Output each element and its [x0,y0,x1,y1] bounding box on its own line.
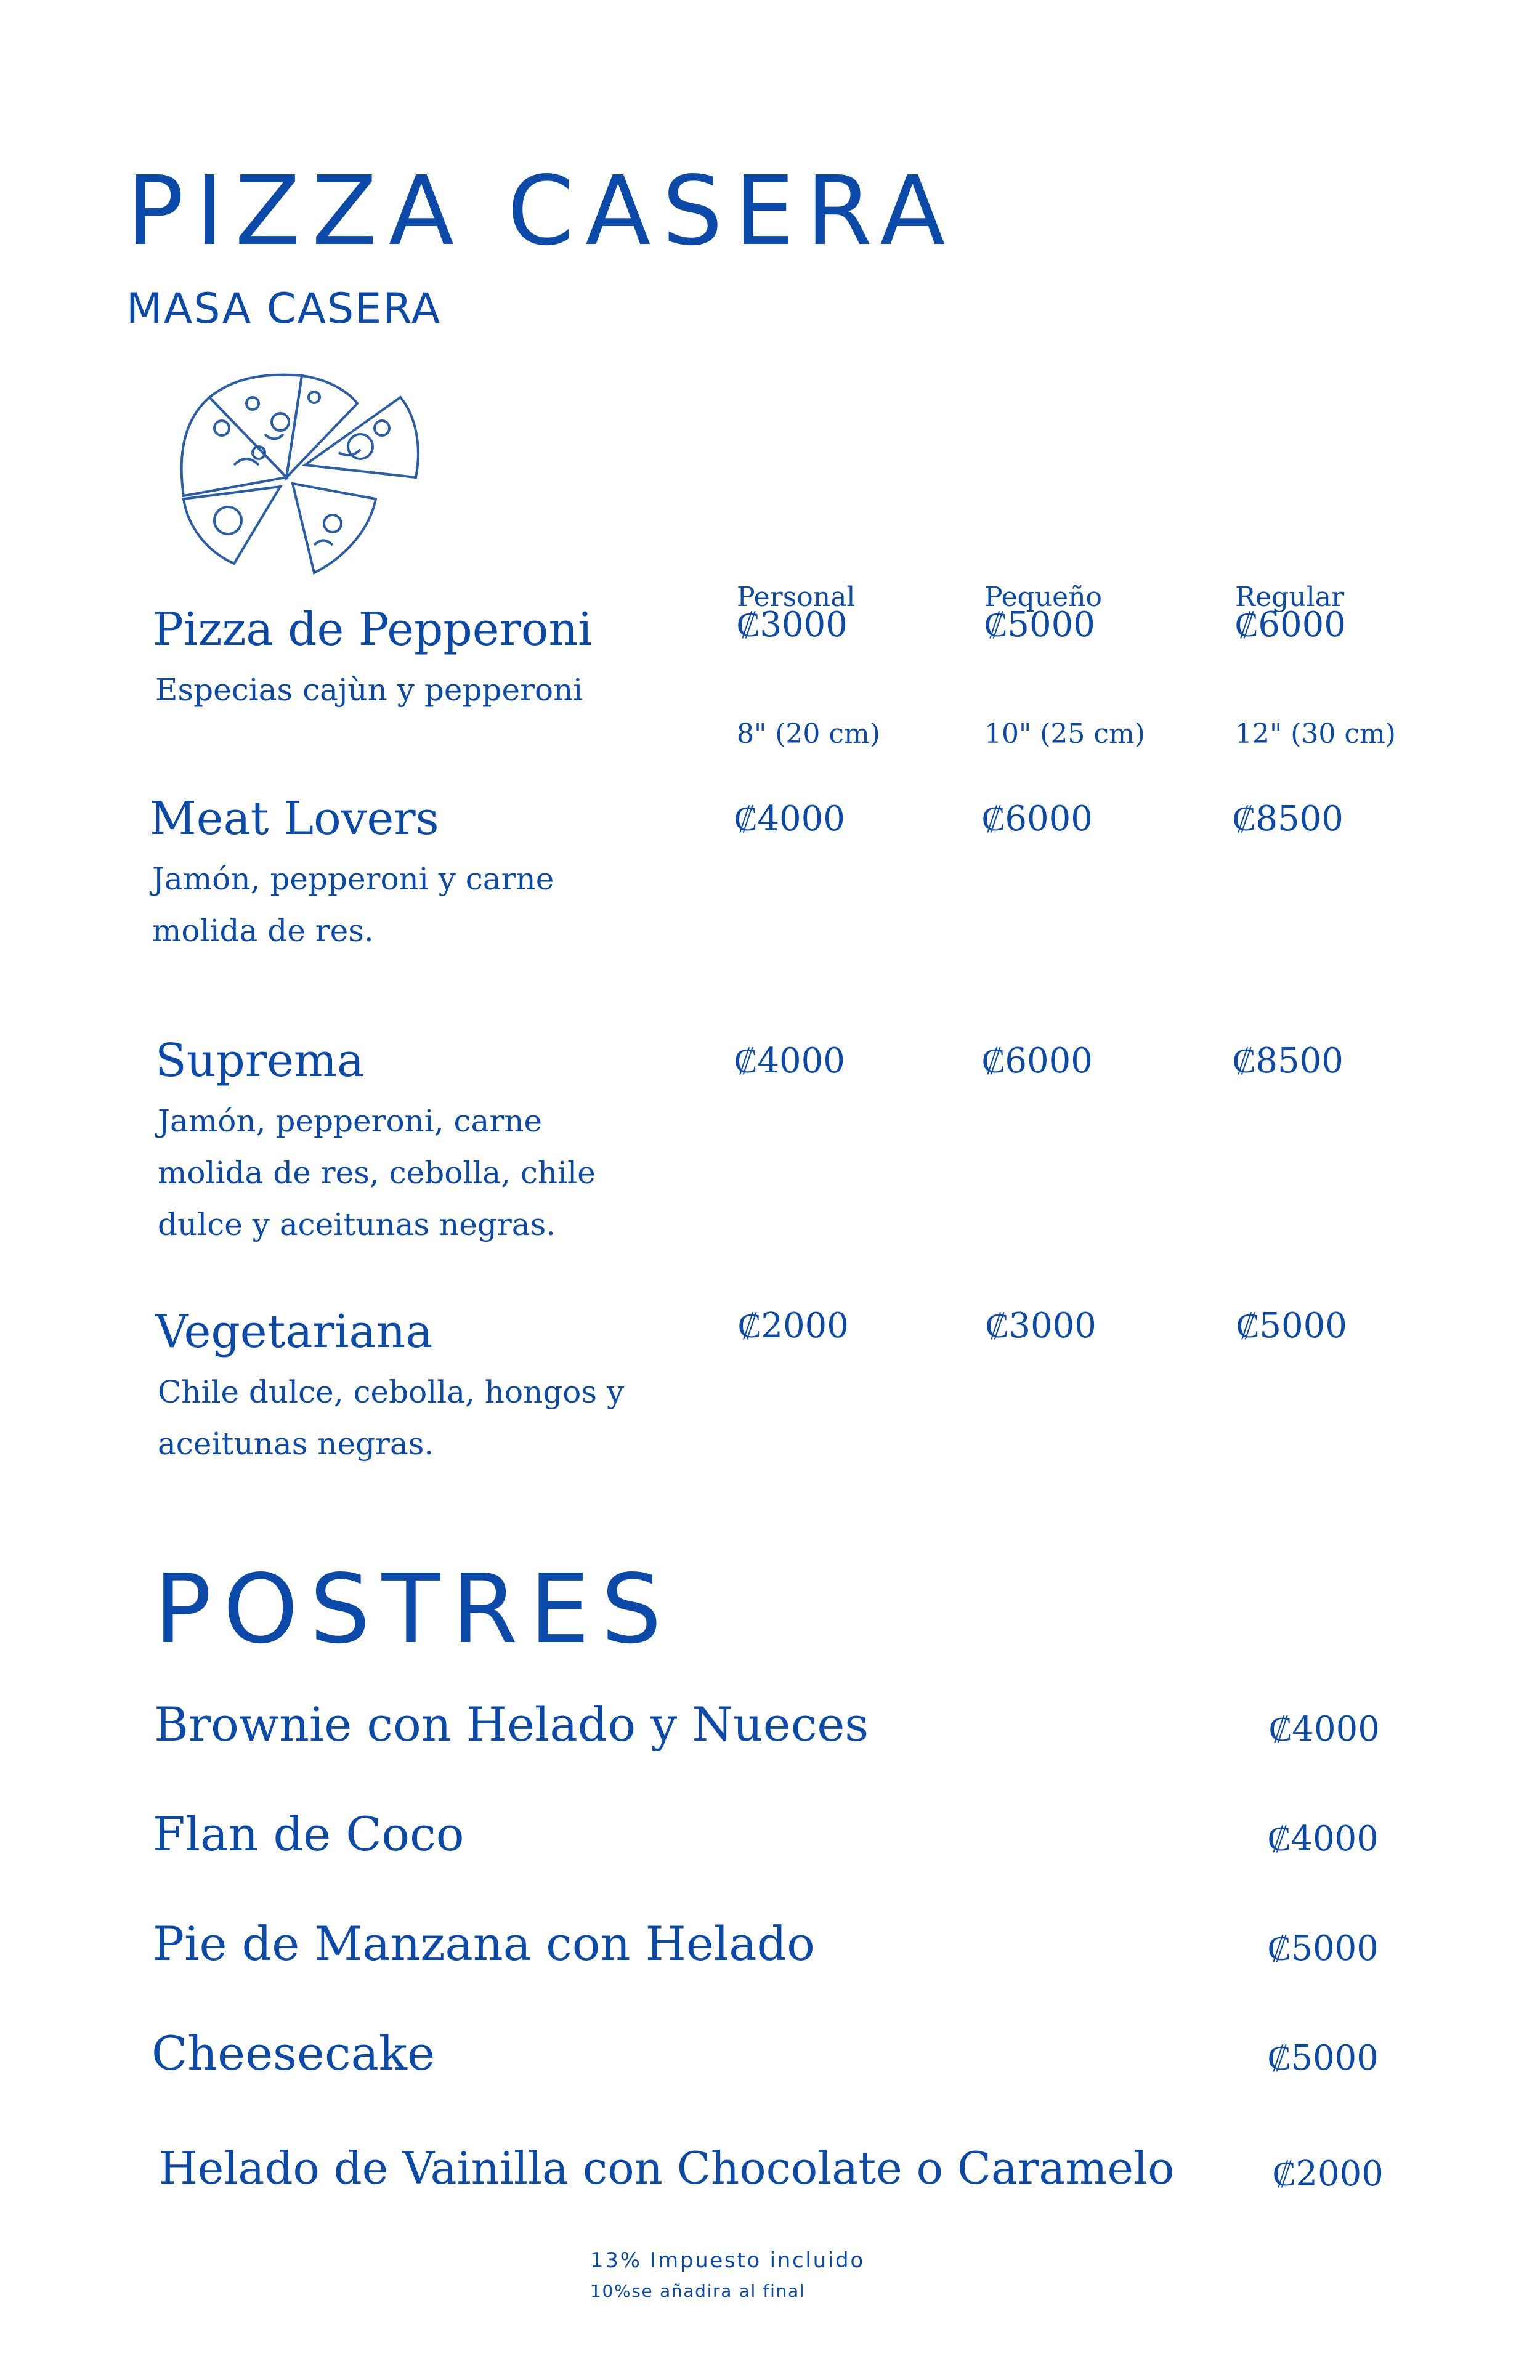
pizza-name: Vegetariana [155,1305,433,1358]
price-pequeno: ₡3000 [986,1306,1096,1346]
pizza-name: Pizza de Pepperoni [153,603,593,656]
size-name: Regular [1235,581,1345,613]
pizza-description: Especias cajùn y pepperoni [155,672,583,708]
pizza-slices-icon [172,360,431,588]
pizza-name: Suprema [155,1034,365,1087]
page-title: PIZZA CASERA [126,155,957,267]
price-regular: ₡8500 [1233,1041,1343,1081]
dessert-name: Helado de Vainilla con Chocolate o Caramelo [159,2142,1175,2194]
price-pequeno: ₡6000 [982,799,1093,839]
size-name: Pequeño [984,581,1103,613]
pizza-description: Jamón, pepperoni y carne molida de res. [152,861,554,949]
size-dimension: 8" (20 cm) [737,718,880,750]
price-personal: ₡4000 [734,1041,845,1081]
dessert-price: ₡5000 [1268,1929,1379,1969]
tax-note: 13% Impuesto incluido [590,2248,865,2273]
pizza-name: Meat Lovers [150,792,439,845]
dessert-name: Flan de Coco [153,1807,464,1861]
price-personal: ₡3000 [737,605,848,645]
price-personal: ₡2000 [738,1306,849,1346]
price-pequeno: ₡6000 [982,1041,1093,1081]
dessert-price: ₡4000 [1269,1709,1380,1749]
price-regular: ₡8500 [1233,799,1343,839]
price-regular: ₡6000 [1235,605,1346,645]
dessert-name: Cheesecake [152,2026,435,2081]
dessert-name: Brownie con Helado y Nueces [154,1697,869,1752]
size-dimension: 10" (25 cm) [984,718,1145,750]
pizza-description: Jamón, pepperoni, carne molida de res, cebolla, chile dulce y aceitunas negras. [158,1103,596,1242]
price-personal: ₡4000 [734,799,845,839]
dessert-price: ₡2000 [1273,2154,1384,2194]
price-regular: ₡5000 [1236,1306,1347,1346]
size-dimension: 12" (30 cm) [1235,718,1396,750]
dessert-price: ₡4000 [1268,1819,1379,1859]
dessert-price: ₡5000 [1268,2038,1379,2078]
page-subtitle: MASA CASERA [126,285,442,333]
size-name: Personal [737,581,856,613]
pizza-description: Chile dulce, cebolla, hongos y aceitunas negras. [158,1374,625,1462]
section-title-postres: POSTRES [154,1553,673,1665]
dessert-name: Pie de Manzana con Helado [153,1916,815,1971]
price-pequeno: ₡5000 [984,605,1095,645]
service-note: 10%se añadira al final [590,2281,806,2301]
